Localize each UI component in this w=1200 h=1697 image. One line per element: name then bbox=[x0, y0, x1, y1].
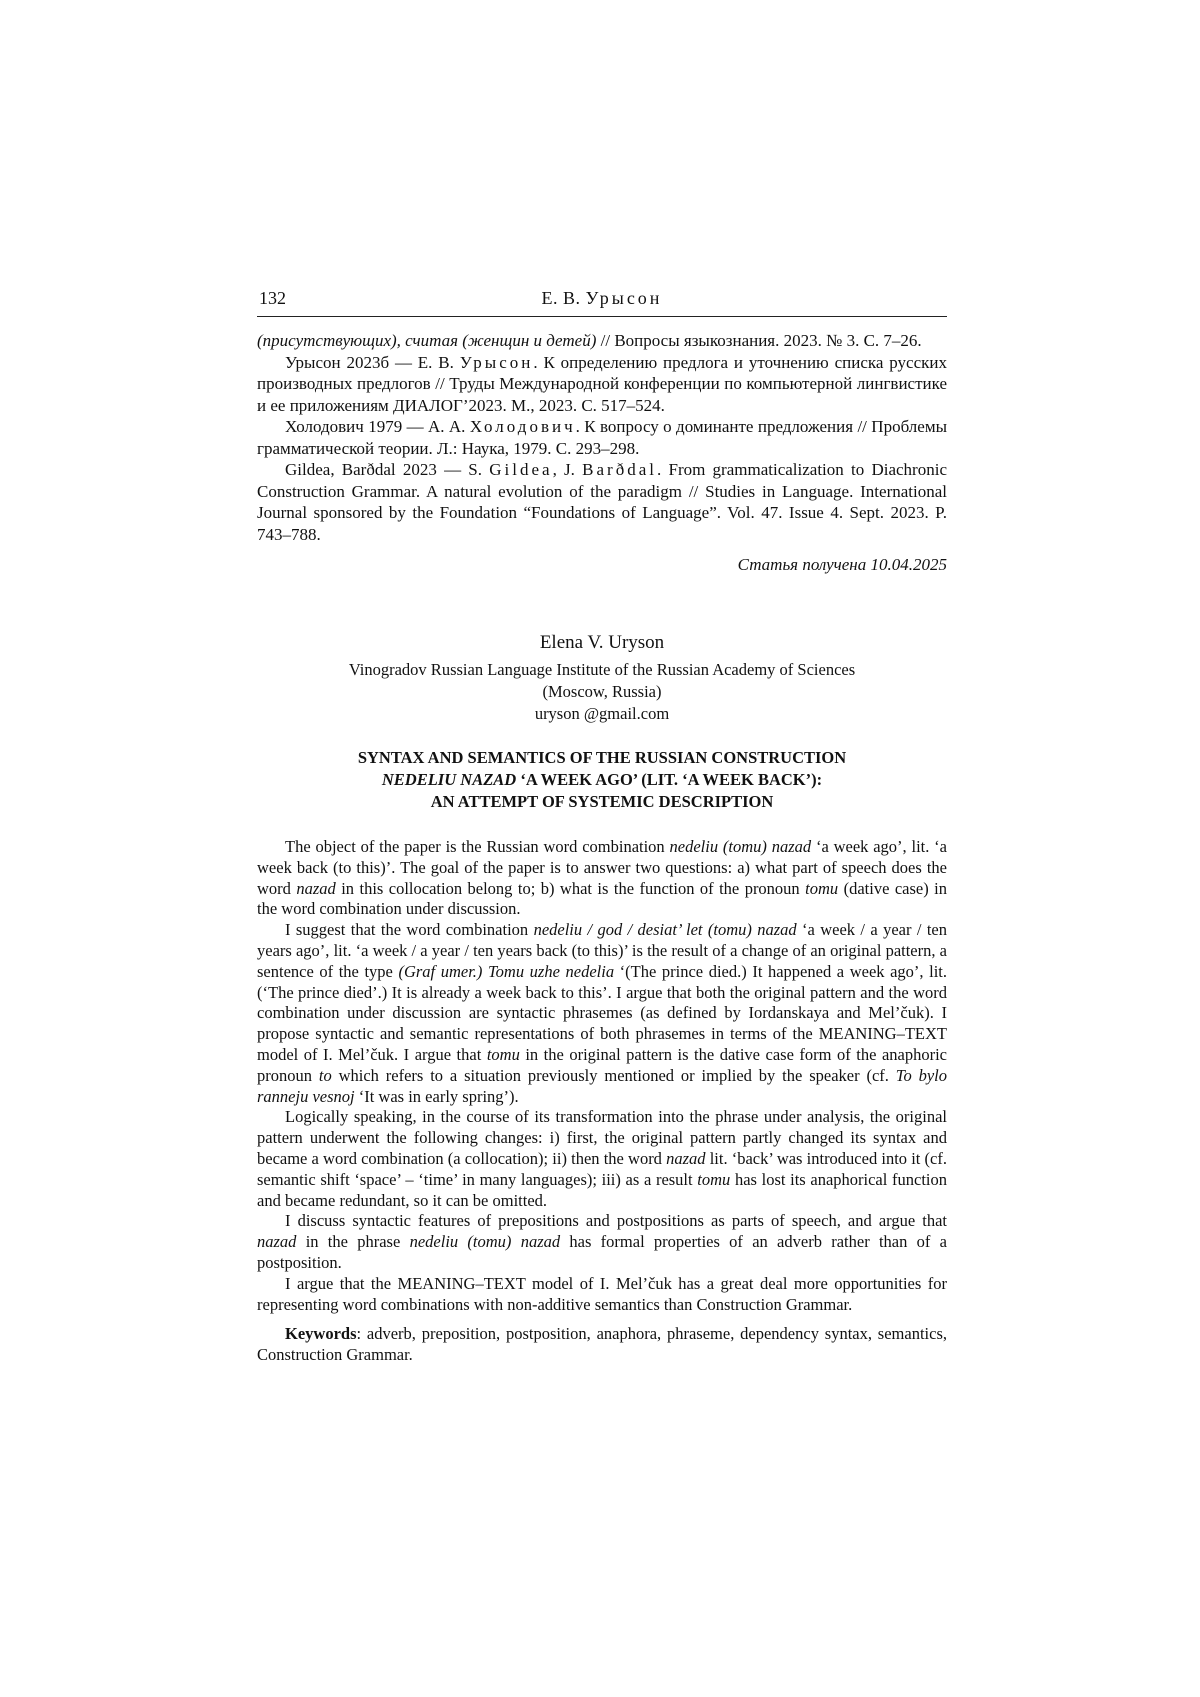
page-header bbox=[257, 284, 947, 317]
title-line-3: AN ATTEMPT OF SYSTEMIC DESCRIPTION bbox=[430, 792, 774, 811]
running-head-initials: Е. В. bbox=[541, 288, 581, 308]
abstract-paragraph-1: The object of the paper is the Russian word combination nedeliu (tomu) nazad ‘a week ago’, lit. ‘a week back (to this)’. The goal of the paper is to answer two questions: a) what part of speech does the word nazad in this collocation belong to; b) what is the function of the pronoun tomu (dative case) in the word combination under discussion. bbox=[257, 837, 948, 919]
received-date: Статья получена 10.04.2025 bbox=[737, 555, 947, 574]
abstract-paragraph-4: I discuss syntactic features of prepositions and postpositions as parts of speech, and argue that nazad in the phrase nedeliu (tomu) nazad has formal properties of an adverb rather than of a postposition. bbox=[257, 1211, 947, 1272]
affiliation-location: (Moscow, Russia) bbox=[542, 682, 662, 701]
references bbox=[257, 330, 947, 545]
keywords-list: : adverb, preposition, postposition, anaphora, phraseme, dependency syntax, semantics, Construction Grammar. bbox=[257, 1324, 947, 1365]
article-title bbox=[257, 747, 947, 813]
page bbox=[257, 284, 947, 1366]
abstract-paragraph-2: I suggest that the word combination nedeliu / god / desiat’ let (tomu) nazad ‘a week / a year / ten years ago’, lit. ‘a week / a year / ten years back (to this)’ is the result of a change of an original pattern, a sentence of the type (Graf umer.) Tomu uzhe nedelia ‘(The prince died.) It happened a week ago’, lit. (‘The prince died’.) It is already a week back to this’. I argue that both the original pattern and the word combination under discussion are syntactic phrasemes (as defined by Iordanskaya and Mel’čuk). I propose syntactic and semantic representations of both phrasemes in terms of the MEANING–TEXT model of I. Mel’čuk. I argue that tomu in the original pattern is the dative case form of the anaphoric pronoun to which refers to a situation previously mentioned or implied by the speaker (cf. To bylo ranneju vesnoj ‘It was in early spring’). bbox=[257, 920, 948, 1106]
page-number: 132 bbox=[259, 288, 286, 308]
abstract-paragraph-3: Logically speaking, in the course of its transformation into the phrase under analysis, the original pattern underwent the following changes: i) first, the original pattern partly changed its syntax and became a word combination (a collocation); ii) then the word nazad lit. ‘back’ was introduced into it (cf. semantic shift ‘space’ – ‘time’ in many languages); iii) as a result tomu has lost its anaphorical function and became redundant, so it can be omitted. bbox=[257, 1107, 947, 1210]
keywords-label: Keywords bbox=[285, 1324, 357, 1344]
author-affiliation bbox=[257, 659, 947, 725]
reference-gildea-bardal-2023: Gildea, Barðdal 2023 — S. Gildea, J. Barðdal. From grammaticalization to Diachronic Construction Grammar. A natural evolution of the paradigm // Studies in Language. International Journal sponsored by the Foundation “Foundations of Language”. Vol. 47. Issue 4. Sept. 2023. P. 743–788. bbox=[257, 460, 947, 544]
title-line-2: NEDELIU NAZAD ‘A WEEK AGO’ (LIT. ‘A WEEK BACK’): bbox=[381, 770, 823, 789]
running-head bbox=[257, 288, 947, 309]
reference-kholodovich-1979: Холодович 1979 — А. А. Холодович. К вопросу о доминанте предложения // Проблемы грамматической теории. Л.: Наука, 1979. С. 293–298. bbox=[257, 417, 947, 458]
reference-continuation: (присутствующих), считая (женщин и детей) // Вопросы языкознания. 2023. № 3. С. 7–26. bbox=[257, 331, 922, 350]
author-name: Elena V. Uryson bbox=[539, 632, 665, 653]
affiliation-institute: Vinogradov Russian Language Institute of the Russian Academy of Sciences bbox=[348, 660, 856, 679]
author-block bbox=[257, 631, 947, 725]
reference-uryson-2023b: Урысон 2023б — Е. В. Урысон. К определению предлога и уточнению списка русских производных предлогов // Труды Международной конференции по компьютерной лингвистике и ее приложениям ДИАЛОГ’2023. М., 2023. С. 517–524. bbox=[257, 352, 947, 415]
abstract-paragraph-5: I argue that the MEANING–TEXT model of I. Mel’čuk has a great deal more opportunities for representing word combinations with non-additive semantics than Construction Grammar. bbox=[257, 1273, 947, 1314]
keywords bbox=[257, 1324, 947, 1366]
abstract bbox=[257, 837, 947, 1315]
title-line-1: SYNTAX AND SEMANTICS OF THE RUSSIAN CONSTRUCTION bbox=[357, 748, 847, 767]
author-email: uryson @gmail.com bbox=[534, 704, 670, 723]
running-head-surname: Урысон bbox=[585, 288, 663, 308]
